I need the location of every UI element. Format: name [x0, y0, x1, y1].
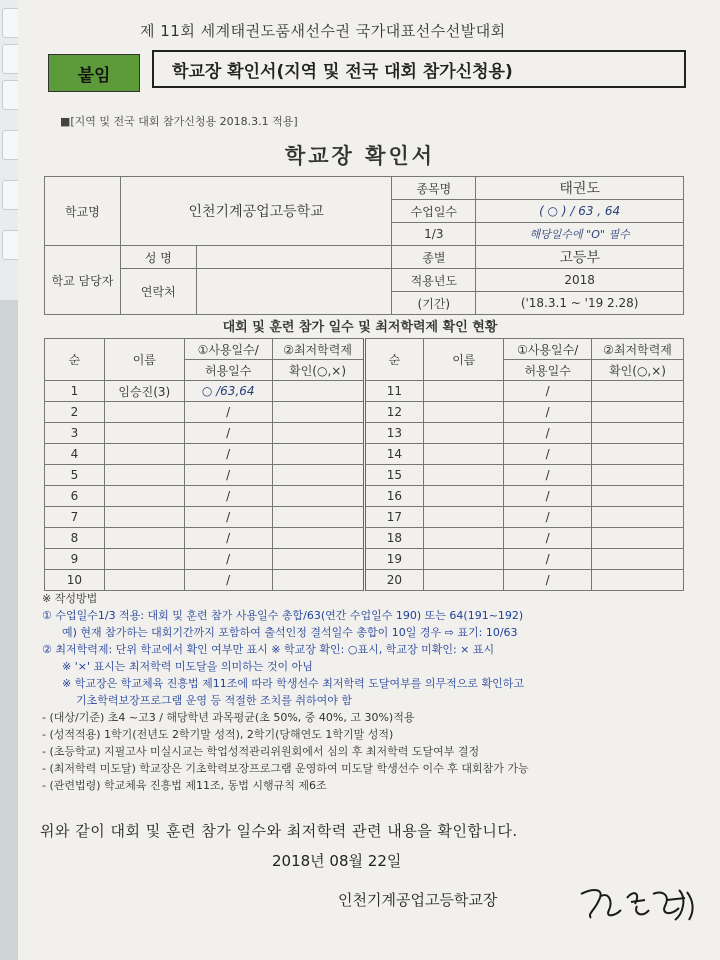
name-label: 성 명	[120, 246, 196, 269]
header-check-2: ②최저학력제	[592, 339, 684, 360]
row-no: 20	[364, 570, 424, 591]
document-title: 학교장 확인서	[284, 144, 436, 168]
header-no-2: 순	[364, 339, 424, 381]
row-check	[592, 465, 684, 486]
row-check	[272, 507, 364, 528]
detail-5: - (관련법령) 학교체육 진흥법 제11조, 동법 시행규칙 제6조	[42, 779, 327, 792]
row-check	[592, 402, 684, 423]
class-days-note: 해당일수에 "O" 필수	[476, 223, 684, 246]
row-check	[592, 570, 684, 591]
row-name	[424, 444, 504, 465]
row-no: 14	[364, 444, 424, 465]
apply-year-value: 2018	[476, 269, 684, 292]
header-name: 이름	[104, 339, 184, 381]
class-days-sub: 1/3	[392, 223, 476, 246]
row-days: /	[504, 507, 592, 528]
school-value: 인천기계공업고등학교	[120, 177, 392, 246]
detail-1: - (대상/기준) 초4 ~고3 / 해당학년 과목평균(초 50%, 중 40%, 고 30%)적용	[42, 711, 415, 724]
row-days: /	[184, 444, 272, 465]
phone-value	[196, 269, 392, 315]
detail-2: - (성적적용) 1학기(전년도 2학기말 성적), 2학기(당해연도 1학기말 성적)	[42, 728, 394, 741]
row-check	[592, 423, 684, 444]
row-check	[272, 549, 364, 570]
note-2: ② 최저학력제: 단위 학교에서 확인 여부만 표시 ※ 학교장 확인: ○표시, 학교장 미확인: × 표시	[42, 643, 495, 656]
row-days: /	[504, 486, 592, 507]
header-name-2: 이름	[424, 339, 504, 381]
row-name	[424, 528, 504, 549]
note-1b: 예) 현재 참가하는 대회기간까지 포함하여 출석인정 결석일수 총합이 10일 경우 ⇨ 표기: 10/63	[62, 626, 518, 639]
row-days: /	[504, 570, 592, 591]
row-no: 9	[45, 549, 105, 570]
table-row	[45, 423, 684, 444]
school-label: 학교명	[45, 177, 121, 246]
class-days-value: ( ○ ) / 63 , 64	[476, 200, 684, 223]
row-days: /	[184, 423, 272, 444]
row-check	[592, 528, 684, 549]
row-name	[104, 528, 184, 549]
detail-4: - (최저학력 미도달) 학교장은 기초학력보장프로그램 운영하여 미도달 학생선수 이수 후 대회참가 가능	[42, 762, 529, 775]
apply-year-sub: (기간)	[392, 292, 476, 315]
row-no: 1	[45, 381, 105, 402]
row-days: /	[504, 423, 592, 444]
event-label: 종목명	[392, 177, 476, 200]
row-no: 10	[45, 570, 105, 591]
participation-rows	[45, 381, 684, 591]
row-no: 5	[45, 465, 105, 486]
note-3: ※ '×' 표시는 최저학력 미도달을 의미하는 것이 아님	[62, 660, 313, 673]
table-row	[45, 507, 684, 528]
row-no: 12	[364, 402, 424, 423]
row-days: /	[184, 402, 272, 423]
note-4b: 기초학력보장프로그램 운영 등 적절한 조치를 취하여야 함	[76, 694, 353, 707]
info-table	[44, 176, 684, 315]
row-no: 8	[45, 528, 105, 549]
row-days: /	[184, 486, 272, 507]
header-days: ①사용일수/	[184, 339, 272, 360]
row-days: /	[504, 549, 592, 570]
row-days: /	[184, 528, 272, 549]
row-check	[272, 444, 364, 465]
detail-3: - (초등학교) 지필고사 미실시교는 학업성적관리위원회에서 심의 후 최저학력 도달여부 결정	[42, 745, 480, 758]
notes-section	[42, 590, 702, 794]
meet-title: 제 11회 세계태권도품새선수권 국가대표선수선발대회	[140, 22, 506, 40]
header-days-sub-2: 허용일수	[504, 360, 592, 381]
form-title: 학교장 확인서(지역 및 전국 대회 참가신청용)	[152, 50, 686, 88]
table-row	[45, 402, 684, 423]
row-check	[592, 507, 684, 528]
header-no: 순	[45, 339, 105, 381]
row-no: 19	[364, 549, 424, 570]
row-days: /	[504, 444, 592, 465]
attach-badge: 붙임	[48, 54, 140, 92]
row-no: 16	[364, 486, 424, 507]
row-days: /	[184, 507, 272, 528]
row-name	[104, 444, 184, 465]
table-row	[45, 528, 684, 549]
row-no: 4	[45, 444, 105, 465]
row-name	[104, 423, 184, 444]
row-check	[272, 486, 364, 507]
table-row	[45, 549, 684, 570]
table-row	[45, 465, 684, 486]
confirm-statement: 위와 같이 대회 및 훈련 참가 일수와 최저학력 관련 내용을 확인합니다.	[40, 822, 518, 840]
handwritten-signature	[575, 880, 705, 928]
row-no: 15	[364, 465, 424, 486]
sub-note: ■[지역 및 전국 대회 참가신청용 2018.3.1 적용]	[60, 115, 298, 128]
row-no: 2	[45, 402, 105, 423]
row-no: 7	[45, 507, 105, 528]
class-days-label: 수업일수	[392, 200, 476, 223]
row-days: /	[504, 381, 592, 402]
principal-name: 인천기계공업고등학교장	[338, 891, 498, 909]
name-value	[196, 246, 392, 269]
row-no: 17	[364, 507, 424, 528]
note-4a: ※ 학교장은 학교체육 진흥법 제11조에 따라 학생선수 최저학력 도달여부를 의무적으로 확인하고	[62, 677, 524, 690]
header-days-2: ①사용일수/	[504, 339, 592, 360]
table-row	[45, 444, 684, 465]
row-name	[104, 402, 184, 423]
row-check	[272, 381, 364, 402]
header-check-sub: 확인(○,×)	[272, 360, 364, 381]
header-check: ②최저학력제	[272, 339, 364, 360]
event-value: 태권도	[476, 177, 684, 200]
status-title: 대회 및 훈련 참가 일수 및 최저학력제 확인 현황	[222, 320, 498, 335]
division-value: 고등부	[476, 246, 684, 269]
date: 2018년 08월 22일	[272, 852, 402, 870]
row-days: /	[504, 402, 592, 423]
row-days: /	[184, 465, 272, 486]
row-days: ○ /63,64	[184, 381, 272, 402]
participation-table	[44, 338, 684, 591]
row-check	[592, 444, 684, 465]
row-check	[272, 570, 364, 591]
table-row	[45, 570, 684, 591]
note-1a: ① 수업일수1/3 적용: 대회 및 훈련 참가 사용일수 총합/63(연간 수업일수 190) 또는 64(191~192)	[42, 609, 524, 622]
row-name	[424, 486, 504, 507]
header-days-sub: 허용일수	[184, 360, 272, 381]
row-name: 임승진(3)	[104, 381, 184, 402]
phone-label: 연락처	[120, 269, 196, 315]
row-no: 13	[364, 423, 424, 444]
row-name	[104, 465, 184, 486]
row-name	[104, 486, 184, 507]
row-check	[272, 528, 364, 549]
row-check	[592, 381, 684, 402]
row-name	[424, 423, 504, 444]
row-name	[424, 570, 504, 591]
row-no: 11	[364, 381, 424, 402]
table-row	[45, 381, 684, 402]
row-name	[104, 549, 184, 570]
row-no: 6	[45, 486, 105, 507]
apply-year-label: 적용년도	[392, 269, 476, 292]
row-name	[104, 570, 184, 591]
division-label: 종별	[392, 246, 476, 269]
row-name	[424, 381, 504, 402]
row-days: /	[504, 528, 592, 549]
row-days: /	[184, 570, 272, 591]
table-row	[45, 486, 684, 507]
row-days: /	[504, 465, 592, 486]
notes-heading: ※ 작성방법	[42, 592, 98, 605]
row-no: 3	[45, 423, 105, 444]
row-check	[272, 402, 364, 423]
row-check	[272, 423, 364, 444]
row-no: 18	[364, 528, 424, 549]
row-name	[424, 402, 504, 423]
row-name	[424, 549, 504, 570]
row-check	[272, 465, 364, 486]
row-days: /	[184, 549, 272, 570]
row-name	[104, 507, 184, 528]
header-check-sub-2: 확인(○,×)	[592, 360, 684, 381]
apply-period: ('18.3.1 ~ '19 2.28)	[476, 292, 684, 315]
row-name	[424, 507, 504, 528]
row-check	[592, 549, 684, 570]
contact-group-label: 학교 담당자	[45, 246, 121, 315]
row-check	[592, 486, 684, 507]
row-name	[424, 465, 504, 486]
